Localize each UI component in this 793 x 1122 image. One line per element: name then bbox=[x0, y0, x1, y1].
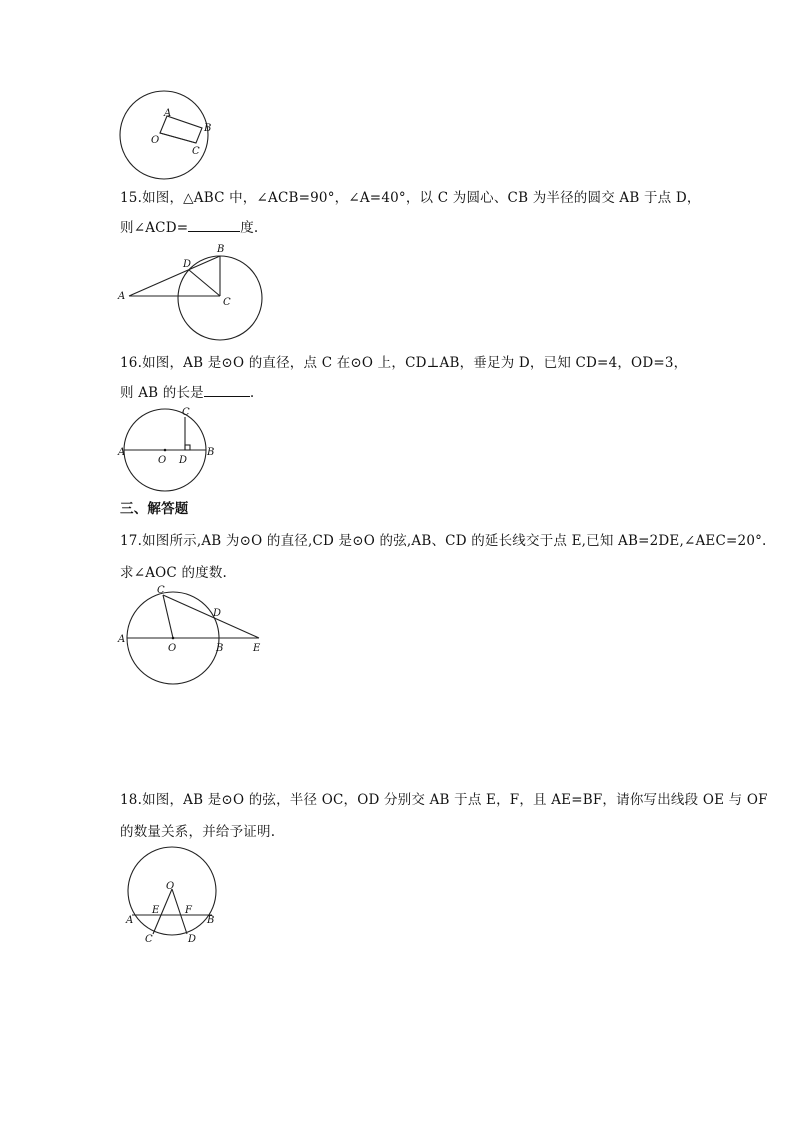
fig14-label-A: A bbox=[164, 108, 172, 119]
fig18-label-F: F bbox=[185, 905, 192, 916]
fig15-label-B: B bbox=[217, 244, 225, 255]
fig18-label-B: B bbox=[207, 915, 215, 926]
fig17-label-A: A bbox=[118, 634, 126, 645]
fig16-center-dot bbox=[164, 449, 167, 452]
fig17-label-C: C bbox=[157, 585, 165, 596]
fig17-line-CE bbox=[163, 595, 259, 638]
figure-14 bbox=[100, 88, 230, 183]
fig15-label-D: D bbox=[183, 259, 192, 270]
fig17-label-O: O bbox=[168, 643, 177, 654]
fig17-label-E: E bbox=[253, 643, 261, 654]
q15-answer-blank[interactable] bbox=[188, 219, 240, 232]
q15-text-line2 bbox=[120, 216, 258, 236]
figure-16 bbox=[115, 405, 225, 480]
q15-text-line1: 15.如图，△ABC 中，∠ACB=90°，∠A=40°，以 C 为圆心、CB 为半径的圆交 AB 于点 D， bbox=[120, 190, 701, 206]
q16-prefix: 则 AB 的长是 bbox=[120, 385, 204, 401]
fig14-label-O: O bbox=[151, 135, 160, 146]
fig16-label-A: A bbox=[118, 447, 126, 458]
fig17-radius-OC bbox=[163, 595, 173, 638]
figure-15 bbox=[115, 242, 275, 342]
q15-prefix: 则∠ACD= bbox=[120, 220, 189, 236]
fig18-label-D: D bbox=[188, 934, 197, 945]
fig17-label-B: B bbox=[216, 643, 224, 654]
fig17-center-dot bbox=[172, 637, 175, 640]
fig18-label-E: E bbox=[152, 905, 160, 916]
fig16-right-angle-mark bbox=[185, 445, 190, 450]
fig14-label-B: B bbox=[204, 123, 212, 134]
q15-suffix: 度. bbox=[240, 220, 259, 236]
fig15-line-CD bbox=[189, 270, 220, 296]
q17-text-line2: 求∠AOC 的度数. bbox=[120, 565, 228, 581]
fig16-label-O: O bbox=[158, 455, 167, 466]
q18-text-line2: 的数量关系，并给予证明. bbox=[120, 824, 276, 840]
fig14-label-C: C bbox=[192, 146, 200, 157]
q18-text-line1: 18.如图，AB 是⊙O 的弦，半径 OC，OD 分别交 AB 于点 E，F，且 AE=BF，请你写出线段 OE 与 OF bbox=[120, 792, 768, 808]
fig14-chord bbox=[160, 133, 196, 143]
fig15-label-A: A bbox=[118, 291, 126, 302]
fig16-label-B: B bbox=[207, 447, 215, 458]
fig18-label-C: C bbox=[145, 934, 153, 945]
fig18-label-A: A bbox=[126, 915, 134, 926]
fig14-circle bbox=[120, 91, 208, 179]
q16-suffix: . bbox=[249, 385, 255, 401]
q16-text-line1: 16.如图，AB 是⊙O 的直径，点 C 在⊙O 上，CD⊥AB，垂足为 D，已知 CD=4，OD=3， bbox=[120, 355, 688, 371]
q16-text-line2 bbox=[120, 381, 254, 401]
q16-answer-blank[interactable] bbox=[204, 384, 250, 397]
fig16-label-D: D bbox=[179, 455, 188, 466]
fig18-label-O: O bbox=[166, 881, 175, 892]
fig15-line-AB bbox=[129, 256, 220, 296]
fig16-label-C: C bbox=[182, 407, 190, 418]
figure-17 bbox=[115, 585, 275, 685]
fig15-label-C: C bbox=[223, 297, 231, 308]
q17-text-line1: 17.如图所示,AB 为⊙O 的直径,CD 是⊙O 的弦,AB、CD 的延长线交于点 E,已知 AB=2DE,∠AEC=20°. bbox=[120, 533, 767, 549]
fig17-label-D: D bbox=[213, 608, 222, 619]
figure-18 bbox=[115, 845, 230, 950]
section-3-heading: 三、解答题 bbox=[120, 501, 189, 517]
